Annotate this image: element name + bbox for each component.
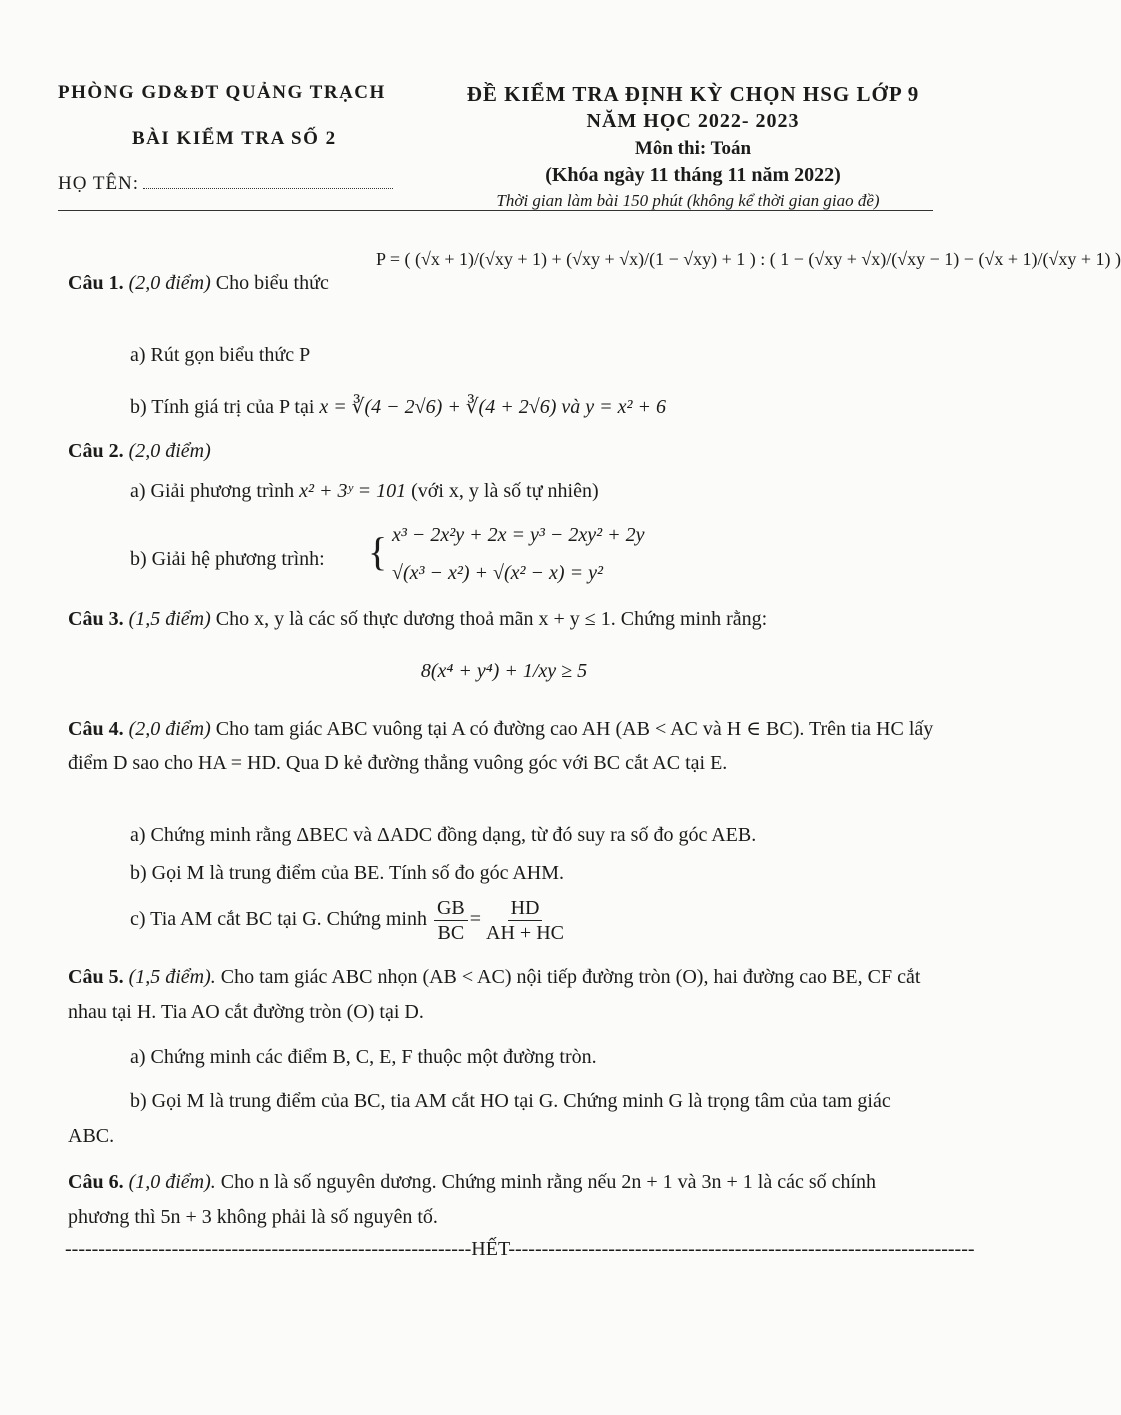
question-2 xyxy=(68,436,940,584)
q2-a-text: a) Giải phương trình xyxy=(130,480,295,502)
q5-text: Cho tam giác ABC nhọn (AB < AC) nội tiếp đường tròn (O), hai đường cao BE, CF cắt nhau tại H. Tia AO cắt đường tròn (O) tại D. xyxy=(68,966,921,1023)
q1-label: Câu 1. xyxy=(68,272,124,294)
q3-text: Cho x, y là các số thực dương thoả mãn x + y ≤ 1. Chứng minh rằng: xyxy=(215,608,768,630)
q5-part-a: a) Chứng minh các điểm B, C, E, F thuộc một đường tròn. xyxy=(130,1046,597,1068)
q4-part-b: b) Gọi M là trung điểm của BE. Tính số đo góc AHM. xyxy=(130,862,565,884)
q6-label: Câu 6. xyxy=(68,1171,124,1193)
exam-header xyxy=(58,78,938,208)
name-label: HỌ TÊN: xyxy=(58,173,140,194)
q1-points: (2,0 điểm) xyxy=(128,272,211,294)
exam-date: (Khóa ngày 11 tháng 11 năm 2022) xyxy=(545,164,841,186)
q1-formula-text: P = ( (√x + 1)/(√xy + 1) + (√xy + √x)/(1 − √xy) + 1 ) : ( 1 − (√xy + √x)/(√xy − 1) − (√x + 1)/(√xy + 1) ) xyxy=(376,249,1121,269)
q6-points: (1,0 điểm). xyxy=(128,1171,216,1193)
q1-b-text: b) Tính giá trị của P tại xyxy=(130,396,315,418)
school-year: NĂM HỌC 2022- 2023 xyxy=(586,110,800,132)
q4-c-frac2 xyxy=(483,896,567,945)
student-name-field xyxy=(58,173,393,195)
q3-formula: 8(x⁴ + y⁴) + 1/xy ≥ 5 xyxy=(420,660,588,682)
end-dashes-left: ------------------------------------------------------------- xyxy=(65,1238,472,1260)
q2-label: Câu 2. xyxy=(68,440,124,462)
end-label: HẾT xyxy=(471,1238,509,1260)
q5-label: Câu 5. xyxy=(68,966,124,988)
q2-eq2: √(x³ − x²) + √(x² − x) = y² xyxy=(392,562,603,584)
q1-part-a: a) Rút gọn biểu thức P xyxy=(130,344,311,366)
q4-text: Cho tam giác ABC vuông tại A có đường cao AH (AB < AC và H ∈ BC). Trên tia HC lấy điểm D sao cho HA = HD. Qua D kẻ đường thẳng vuông góc với BC cắt AC tại E. xyxy=(68,718,934,774)
q4-part-c: c) Tia AM cắt BC tại G. Chứng minh $\frac{GB}{BC}$ = $\frac{HD}{AH + HC}$ xyxy=(130,896,569,945)
q3-label: Câu 3. xyxy=(68,608,124,630)
header-divider xyxy=(58,210,933,211)
q1-formula xyxy=(376,246,1121,273)
q1-b-formula: x = ∛(4 − 2√6) + ∛(4 + 2√6) và y = x² + 6 xyxy=(319,396,666,418)
q5-points: (1,5 điểm). xyxy=(128,966,216,988)
name-blank xyxy=(143,188,393,189)
q4-c-text: c) Tia AM cắt BC tại G. Chứng minh xyxy=(130,908,427,931)
q1-part-b xyxy=(130,392,666,422)
q6-text: Cho n là số nguyên dương. Chứng minh rằng nếu 2n + 1 và 3n + 1 là các số chính phương thì 5n + 3 không phải là số nguyên tố. xyxy=(68,1171,877,1228)
q2-a-formula: x² + 3ʸ = 101 xyxy=(299,480,407,502)
question-4 xyxy=(68,712,940,944)
q2-part-a xyxy=(130,476,599,506)
end-dashes-right: ---------------------------------------------------------------------- xyxy=(508,1238,975,1260)
test-number: BÀI KIỂM TRA SỐ 2 xyxy=(132,128,337,149)
q2-b-text: b) Giải hệ phương trình: xyxy=(130,548,325,570)
question-3 xyxy=(68,604,940,682)
q4-c-num2: HD xyxy=(508,896,543,921)
q1-intro: Cho biểu thức xyxy=(215,272,329,294)
q2-points: (2,0 điểm) xyxy=(128,440,211,462)
q5-part-b: b) Gọi M là trung điểm của BC, tia AM cắt HO tại G. Chứng minh G là trọng tâm của tam giác ABC. xyxy=(68,1090,891,1147)
q4-points: (2,0 điểm) xyxy=(128,718,211,740)
q4-c-num1: GB xyxy=(434,896,468,921)
question-5 xyxy=(68,960,940,1147)
q4-c-frac1 xyxy=(434,896,468,945)
end-marker xyxy=(65,1238,975,1261)
q4-part-a: a) Chứng minh rằng ΔBEC và ΔADC đồng dạng, từ đó suy ra số đo góc AEB. xyxy=(130,824,757,846)
q3-points: (1,5 điểm) xyxy=(128,608,211,630)
q2-eq1: x³ − 2x²y + 2x = y³ − 2xy² + 2y xyxy=(392,524,645,546)
q2-a-note: (với x, y là số tự nhiên) xyxy=(411,480,599,502)
question-6 xyxy=(68,1165,940,1235)
school-name: PHÒNG GD&ĐT QUẢNG TRẠCH xyxy=(58,82,386,103)
q4-label: Câu 4. xyxy=(68,718,124,740)
subject: Môn thi: Toán xyxy=(634,138,752,159)
exam-title: ĐỀ KIỂM TRA ĐỊNH KỲ CHỌN HSG LỚP 9 xyxy=(466,82,920,106)
q4-c-den1: BC xyxy=(437,922,465,944)
time-note: Thời gian làm bài 150 phút (không kể thời gian giao đề) xyxy=(496,191,880,210)
q2-brace: { xyxy=(368,529,388,574)
q4-c-den2: AH + HC xyxy=(486,922,564,944)
